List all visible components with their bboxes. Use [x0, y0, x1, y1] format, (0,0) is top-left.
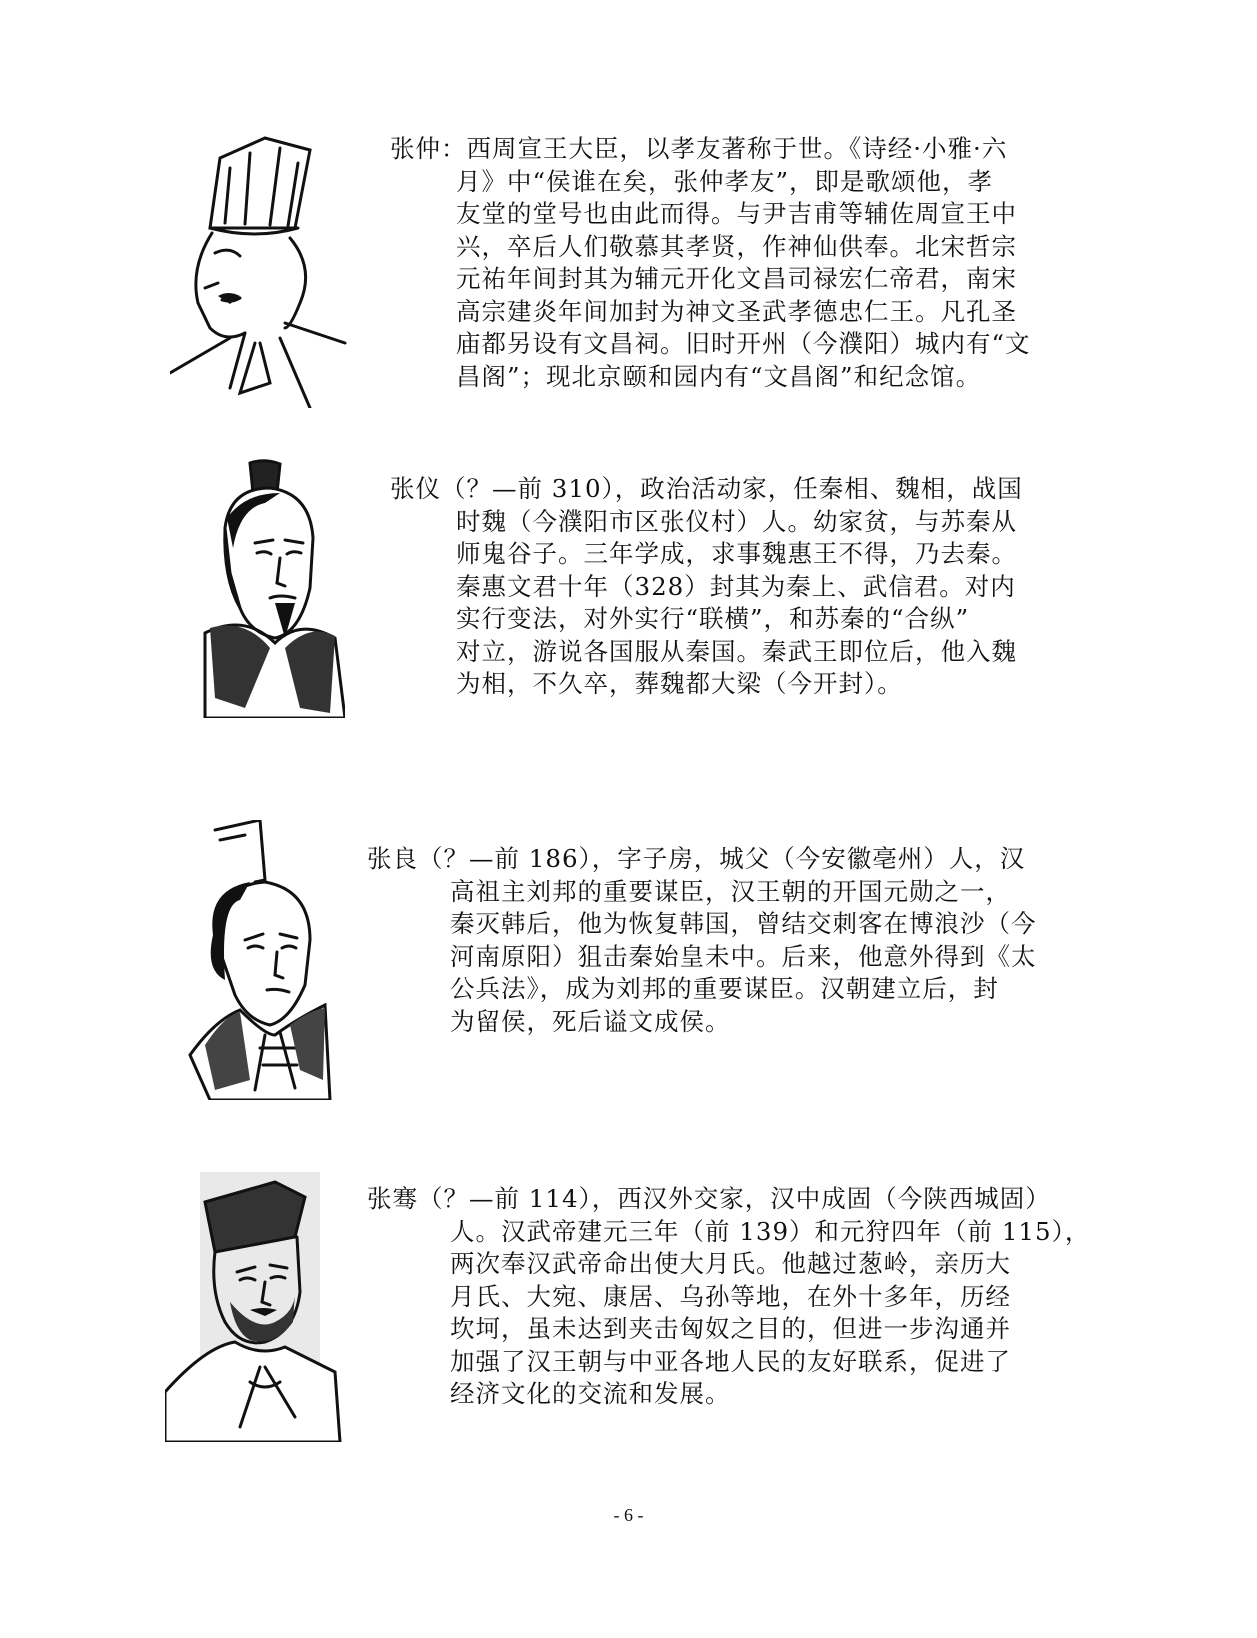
entry-text	[390, 473, 1050, 701]
portrait-zhang-zhong	[170, 128, 360, 408]
portrait-zhang-qian	[165, 1172, 345, 1442]
page-number: - 6 -	[613, 1505, 644, 1525]
text-line: 高宗建炎年间加封为神文圣武孝德忠仁王。凡孔圣	[456, 296, 1017, 326]
text-line: 河南原阳）狙击秦始皇未中。后来，他意外得到《太	[450, 941, 1037, 971]
text-line: 元祐年间封其为辅元开化文昌司禄宏仁帝君，南宋	[456, 264, 1017, 293]
portrait-zhang-liang	[185, 820, 335, 1100]
text-line: 庙都另设有文昌祠。旧时开州（今濮阳）城内有“文	[456, 329, 1031, 358]
text-line: 坎坷，虽未达到夹击匈奴之目的，但进一步沟通并	[450, 1314, 1011, 1343]
text-line: 秦惠文君十年（328）封其为秦上、武信君。对内	[456, 571, 1016, 601]
text-line: 经济文化的交流和发展。	[450, 1379, 731, 1408]
text-line: 张仪（？—前 310），政治活动家，任秦相、魏相，战国	[390, 474, 1023, 503]
text-line: 兴，卒后人们敬慕其孝贤，作神仙供奉。北宋哲宗	[456, 231, 1017, 261]
text-line: 时魏（今濮阳市区张仪村）人。幼家贫，与苏秦从	[456, 506, 1017, 536]
text-line: 月》中“侯谁在矣，张仲孝友”，即是歌颂他，孝	[456, 166, 994, 196]
text-line: 高祖主刘邦的重要谋臣，汉王朝的开国元勋之一，	[450, 876, 1011, 906]
text-line: 张骞（？—前 114），西汉外交家，汉中成固（今陕西城固）	[367, 1184, 1051, 1213]
text-line: 张良（？—前 186），字子房，城父（今安徽亳州）人，汉	[367, 844, 1026, 873]
entry-text	[367, 843, 1047, 1038]
text-line: 实行变法，对外实行“联横”，和苏秦的“合纵”	[456, 604, 970, 633]
text-line: 加强了汉王朝与中亚各地人民的友好联系，促进了	[450, 1346, 1011, 1376]
portrait-zhang-yi	[185, 458, 345, 718]
entry-text	[390, 133, 1050, 393]
text-line: 人。汉武帝建元三年（前 139）和元狩四年（前 115），	[450, 1216, 1091, 1246]
text-line: 昌阁”；现北京颐和园内有“文昌阁”和纪念馆。	[456, 361, 982, 391]
text-line: 两次奉汉武帝命出使大月氏。他越过葱岭，亲历大	[450, 1249, 1011, 1278]
text-line: 为留侯，死后谥文成侯。	[450, 1006, 731, 1036]
text-line: 秦灭韩后，他为恢复韩国，曾结交刺客在博浪沙（今	[450, 909, 1037, 938]
text-line: 张仲：西周宣王大臣，以孝友著称于世。《诗经·小雅·六	[390, 134, 1008, 163]
text-line: 对立，游说各国服从秦国。秦武王即位后，他入魏	[456, 636, 1017, 666]
text-line: 为相，不久卒，葬魏都大梁（今开封）。	[456, 669, 903, 698]
text-line: 师鬼谷子。三年学成，求事魏惠王不得，乃去秦。	[456, 539, 1017, 568]
text-line: 友堂的堂号也由此而得。与尹吉甫等辅佐周宣王中	[456, 199, 1017, 228]
text-line: 月氏、大宛、康居、乌孙等地，在外十多年，历经	[450, 1281, 1011, 1311]
text-line: 公兵法》，成为刘邦的重要谋臣。汉朝建立后，封	[450, 974, 999, 1003]
entry-text	[367, 1183, 1091, 1411]
